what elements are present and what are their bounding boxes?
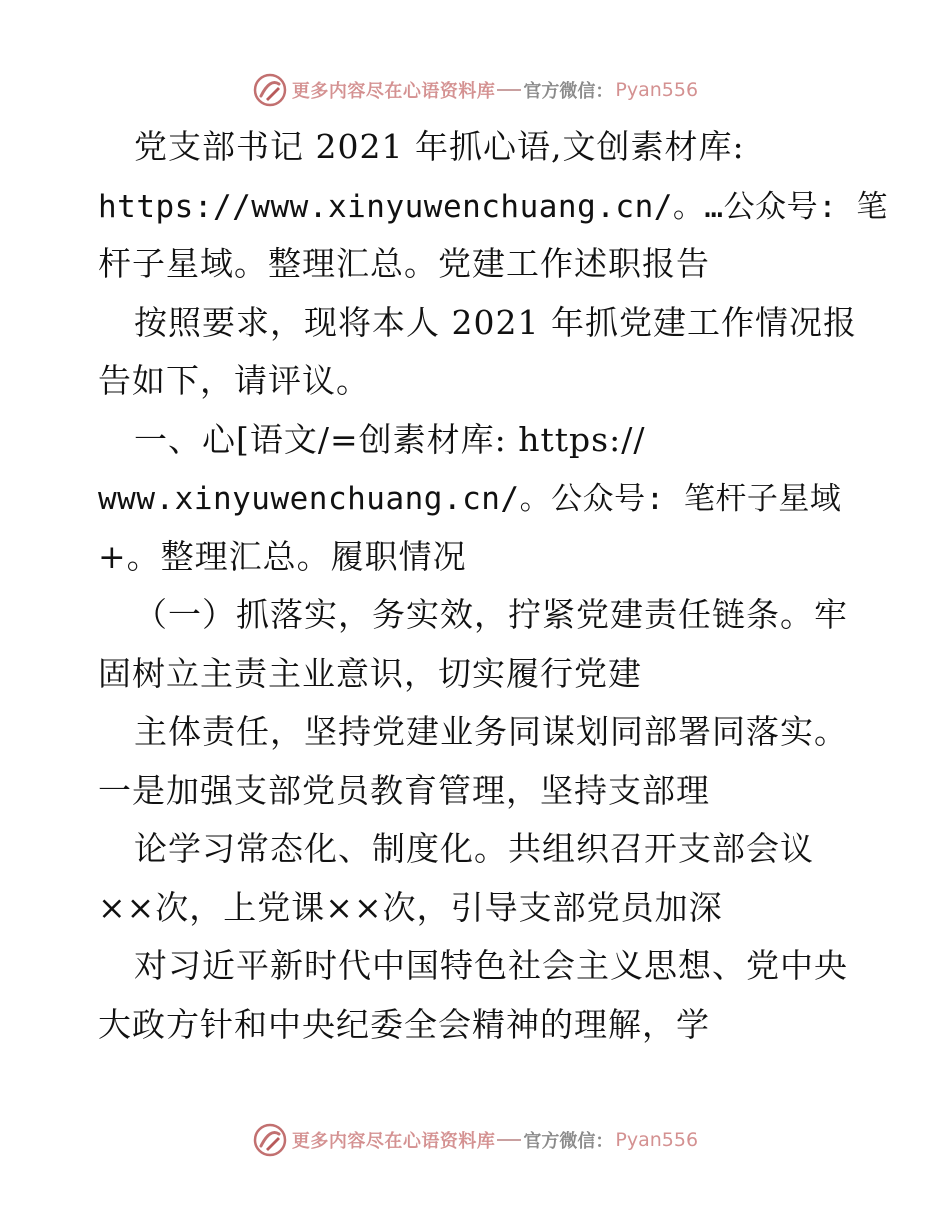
header-watermark (0, 70, 950, 110)
text-line: 大政方针和中央纪委全会精神的理解，学 (98, 1004, 710, 1044)
pen-logo-icon (252, 72, 288, 108)
watermark-official-label: 官方微信： (523, 1131, 614, 1152)
text-line: 一是加强支部党员教育管理，坚持支部理 (98, 770, 710, 810)
text-line: 固树立主责主业意识，切实履行党建 (98, 653, 642, 693)
document-body (98, 118, 888, 1054)
watermark-official-label: 官方微信： (523, 81, 614, 102)
text-line: 告如下，请评议。 (98, 361, 370, 400)
text-line: 按照要求，现将本人 2021 年抓党建工作情况报 (134, 302, 857, 342)
text-line: （一）抓落实，务实效，拧紧党建责任链条。牢 (134, 595, 848, 634)
text-line: +。整理汇总。履职情况 (98, 536, 467, 576)
text-line: 党支部书记 2021 年抓心语,文创素材库: (134, 127, 745, 166)
text-line (98, 177, 888, 236)
watermark-text: 更多内容尽在心语资料库 (291, 81, 496, 102)
text-line-url: https://www.xinyuwenchuang.cn/。…公众号: 笔 (98, 188, 888, 225)
text-line: 杆子星域。整理汇总。党建工作述职报告 (98, 244, 710, 283)
pen-logo-icon (252, 1122, 288, 1158)
text-line: 对习近平新时代中国特色社会主义思想、党中央 (134, 946, 848, 985)
text-line (98, 469, 858, 528)
text-line: 一、心[语文/=创素材库: https:// (134, 419, 646, 459)
watermark-text: 更多内容尽在心语资料库 (291, 1131, 496, 1152)
watermark-wechat-id: Pyan556 (615, 1129, 699, 1151)
text-line: ××次，上党课××次，引导支部党员加深 (98, 887, 723, 927)
watermark-dash (497, 1139, 521, 1141)
watermark-wechat-id: Pyan556 (615, 79, 699, 101)
text-line-url: www.xinyuwenchuang.cn/。公众号: 笔杆子星域 (98, 481, 842, 517)
watermark-dash (497, 89, 521, 91)
text-line: 论学习常态化、制度化。共组织召开支部会议 (134, 829, 814, 868)
text-line: 主体责任，坚持党建业务同谋划同部署同落实。 (134, 712, 848, 751)
footer-watermark (0, 1120, 950, 1160)
